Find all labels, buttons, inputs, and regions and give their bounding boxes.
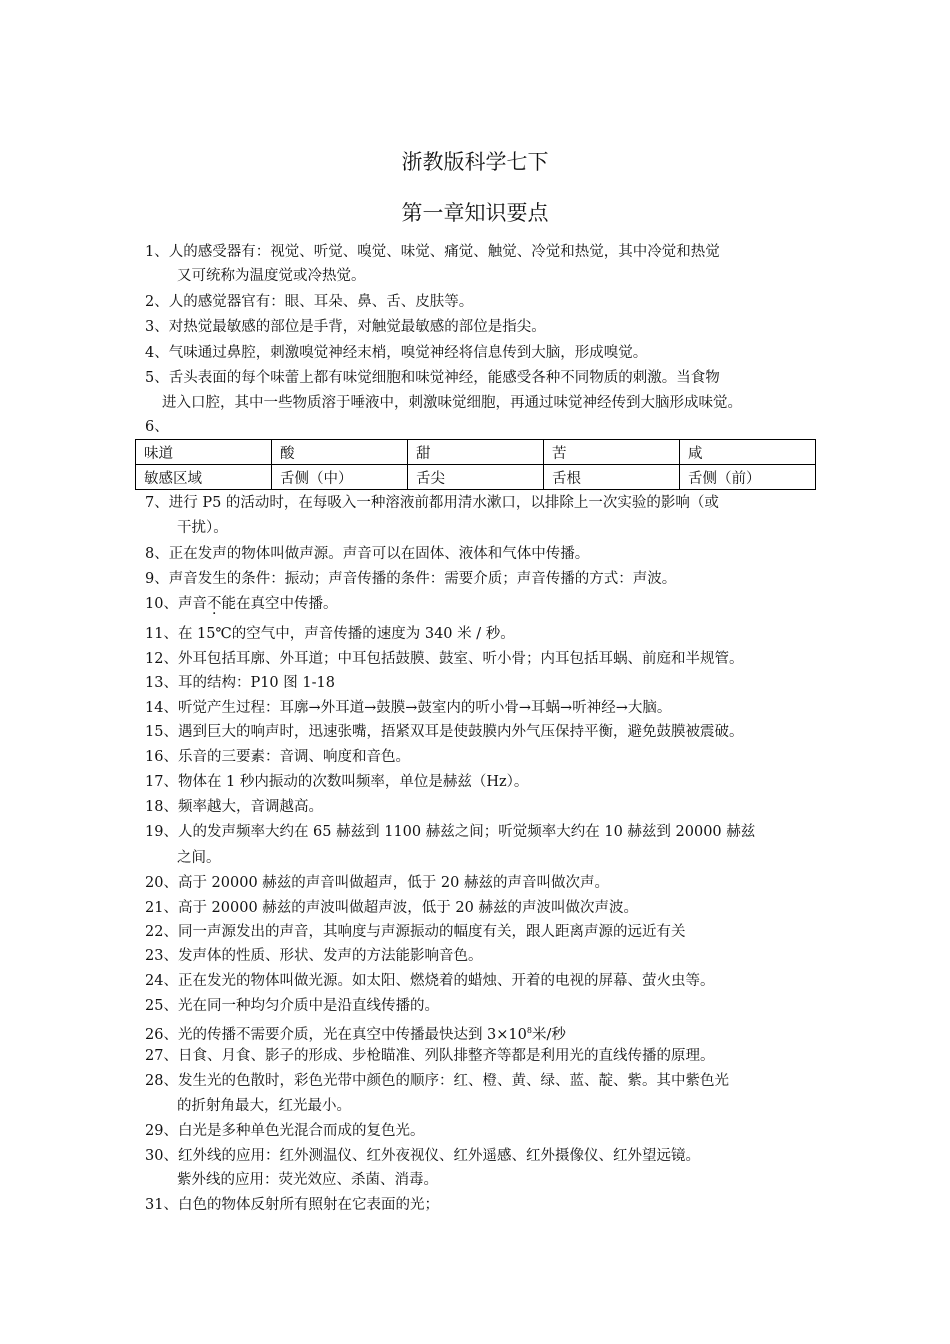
text-line: 之间。	[177, 850, 221, 866]
text-line: 13、耳的结构：P10 图 1-18	[145, 675, 335, 691]
text-line: 的折射角最大，红光最小。	[177, 1098, 351, 1114]
text-line: 4、气味通过鼻腔，刺激嗅觉神经末梢，嗅觉神经将信息传到大脑，形成嗅觉。	[145, 345, 648, 361]
text-line: 21、高于 20000 赫兹的声波叫做超声波，低于 20 赫兹的声波叫做次声波。	[145, 900, 638, 916]
text-line: 24、正在发光的物体叫做光源。如太阳、燃烧着的蜡烛、开着的电视的屏幕、萤火虫等。	[145, 973, 715, 989]
text-line: 27、日食、月食、影子的形成、步枪瞄准、列队排整齐等都是利用光的直线传播的原理。	[145, 1048, 715, 1064]
text-line: 18、频率越大，音调越高。	[145, 799, 323, 815]
document-title: 浙教版科学七下	[401, 150, 549, 174]
text-line: 14、听觉产生过程：耳廓→外耳道→鼓膜→鼓室内的听小骨→耳蜗→听神经→大脑。	[145, 700, 672, 716]
text-line: 30、红外线的应用：红外测温仪、红外夜视仪、红外遥感、红外摄像仪、红外望远镜。	[145, 1148, 700, 1164]
text-line: 28、发生光的色散时，彩色光带中颜色的顺序：红、橙、黄、绿、蓝、靛、紫。其中紫色光	[145, 1073, 729, 1089]
text-line: 5、舌头表面的每个味蕾上都有味觉细胞和味觉神经，能感受各种不同物质的刺激。当食物	[145, 370, 720, 386]
text-line: 7、进行 P5 的活动时，在每吸入一种溶液前都用清水漱口，以排除上一次实验的影响（或	[145, 495, 719, 511]
text-span: 米/秒	[531, 1026, 566, 1043]
text-span: 10、声音	[145, 596, 207, 612]
table-cell: 敏感区域	[136, 465, 272, 490]
emphasis-char: 不	[206, 596, 222, 612]
text-span: 26、光的传播不需要介质，光在真空中传播最快达到 3×10	[145, 1026, 527, 1043]
text-line: 11、在 15℃的空气中，声音传播的速度为 340 米 / 秒。	[145, 626, 515, 642]
table-cell: 甜	[408, 440, 544, 465]
text-line: 31、白色的物体反射所有照射在它表面的光；	[145, 1197, 439, 1213]
text-line: 紫外线的应用：荧光效应、杀菌、消毒。	[177, 1172, 438, 1188]
taste-table	[135, 439, 816, 490]
text-span: 能在真空中传播。	[221, 596, 338, 612]
text-line	[145, 594, 337, 614]
table-cell: 咸	[680, 440, 816, 465]
text-line: 23、发声体的性质、形状、发声的方法能影响音色。	[145, 948, 483, 964]
chapter-title: 第一章知识要点	[401, 201, 549, 225]
text-line: 3、对热觉最敏感的部位是手背，对触觉最敏感的部位是指尖。	[145, 319, 546, 335]
text-line: 进入口腔，其中一些物质溶于唾液中，刺激味觉细胞，再通过味觉神经传到大脑形成味觉。	[162, 395, 742, 411]
table-cell: 味道	[136, 440, 272, 465]
text-line: 8、正在发声的物体叫做声源。声音可以在固体、液体和气体中传播。	[145, 546, 590, 562]
table-cell: 苦	[544, 440, 680, 465]
table-cell: 舌根	[544, 465, 680, 490]
table-row	[136, 440, 816, 465]
text-line: 干扰）。	[177, 520, 228, 536]
text-line: 又可统称为温度觉或冷热觉。	[177, 268, 366, 284]
text-line: 6、	[145, 419, 169, 435]
text-line: 9、声音发生的条件：振动；声音传播的条件：需要介质；声音传播的方式：声波。	[145, 571, 677, 587]
text-line	[145, 1021, 566, 1045]
text-line: 17、物体在 1 秒内振动的次数叫频率，单位是赫兹（Hz）。	[145, 774, 529, 790]
text-line: 20、高于 20000 赫兹的声音叫做超声，低于 20 赫兹的声音叫做次声。	[145, 875, 609, 891]
text-line: 15、遇到巨大的响声时，迅速张嘴，捂紧双耳是使鼓膜内外气压保持平衡，避免鼓膜被震破。	[145, 724, 744, 740]
table-cell: 舌侧（中）	[272, 465, 408, 490]
text-line: 25、光在同一种均匀介质中是沿直线传播的。	[145, 998, 439, 1014]
exponent: 8	[526, 1026, 532, 1035]
table-cell: 舌尖	[408, 465, 544, 490]
table-cell: 舌侧（前）	[680, 465, 816, 490]
text-line: 1、人的感受器有：视觉、听觉、嗅觉、味觉、痛觉、触觉、冷觉和热觉，其中冷觉和热觉	[145, 244, 720, 260]
text-line: 29、白光是多种单色光混合而成的复色光。	[145, 1123, 425, 1139]
text-line: 12、外耳包括耳廓、外耳道；中耳包括鼓膜、鼓室、听小骨；内耳包括耳蜗、前庭和半规管。	[145, 651, 744, 667]
table-row	[136, 465, 816, 490]
text-line: 22、同一声源发出的声音，其响度与声源振动的幅度有关，跟人距离声源的远近有关	[145, 924, 686, 940]
text-line: 2、人的感觉器官有：眼、耳朵、鼻、舌、皮肤等。	[145, 294, 474, 310]
text-line: 19、人的发声频率大约在 65 赫兹到 1100 赫兹之间；听觉频率大约在 10 赫兹到 20000 赫兹	[145, 824, 756, 840]
text-line: 16、乐音的三要素：音调、响度和音色。	[145, 749, 410, 765]
table-cell: 酸	[272, 440, 408, 465]
